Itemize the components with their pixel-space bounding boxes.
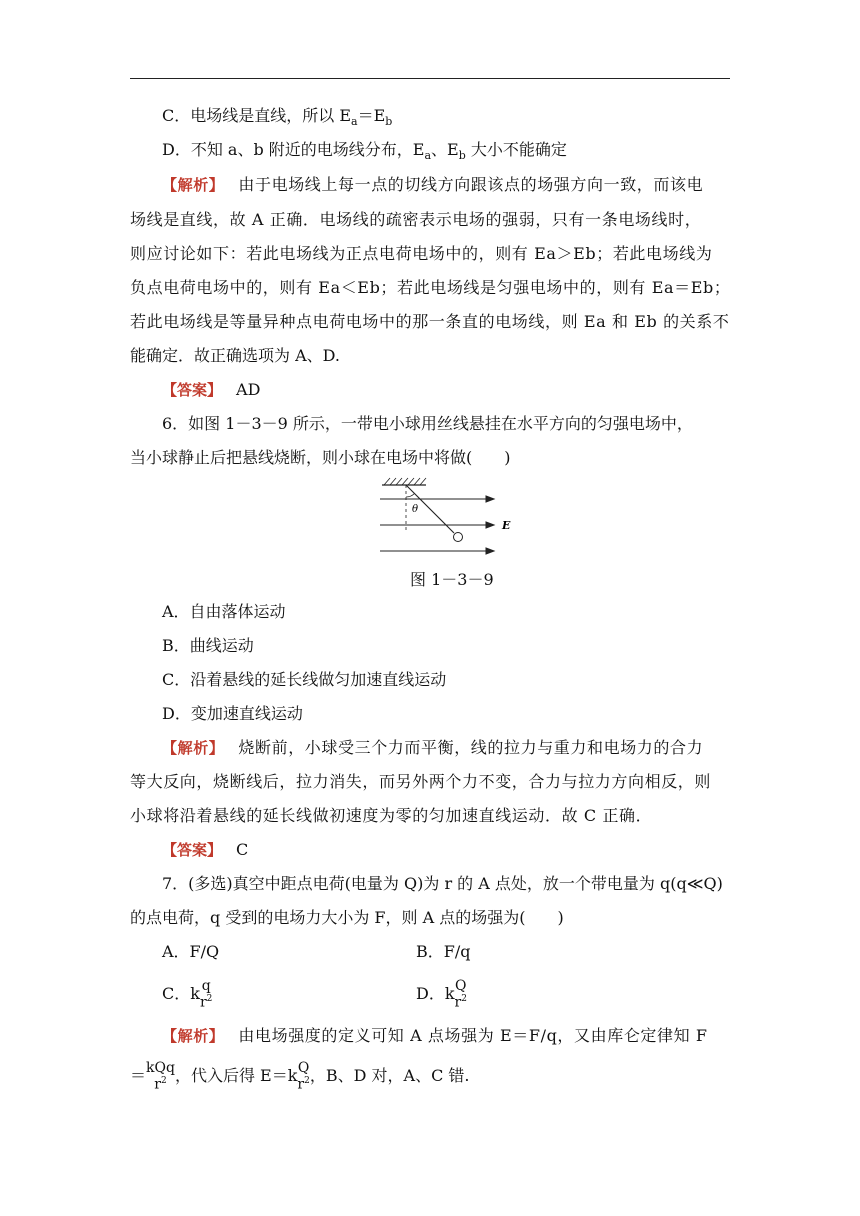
fraction-kQq-over-r2: kQq $r^2$ bbox=[146, 1059, 175, 1093]
q5-analysis-line-3: 则应讨论如下：若此电场线为正点电荷电场中的，则有 Ea＞Eb；若此电场线为 bbox=[130, 244, 713, 263]
analysis-tag: 【解析】 bbox=[162, 1027, 225, 1045]
fraction-q-over-r2: q $r^2$ bbox=[199, 977, 213, 1011]
answer-tag: 【答案】 bbox=[162, 381, 223, 399]
fraction-Q-over-r2-answer: Q $r^2$ bbox=[297, 1059, 310, 1093]
q5-analysis-line-5: 若此电场线是等量异种点电荷电场中的那一条直的电场线，则 Ea 和 Eb 的关系不 bbox=[130, 312, 730, 331]
q5-answer: 【答案】 AD bbox=[162, 380, 261, 399]
q5-option-d: D．不知 a、b 附近的电场线分布，$E_a$、$E_b$ 大小不能确定 bbox=[162, 140, 567, 162]
q6-option-b: B．曲线运动 bbox=[162, 636, 254, 655]
answer-tag: 【答案】 bbox=[162, 841, 223, 859]
analysis-tag: 【解析】 bbox=[162, 739, 225, 757]
q5-analysis-line-1: 【解析】 由于电场线上每一点的切线方向跟该点的场强方向一致，而该电 bbox=[162, 175, 704, 194]
q6-option-d: D．变加速直线运动 bbox=[162, 704, 303, 723]
q5-analysis-line-6: 能确定．故正确选项为 A、D. bbox=[130, 346, 340, 365]
q7-option-a: A．F/Q bbox=[162, 942, 220, 961]
q5-analysis-line-2: 场线是直线，故 A 正确．电场线的疏密表示电场的强弱，只有一条电场线时， bbox=[130, 210, 702, 229]
field-label: E bbox=[502, 519, 511, 532]
q7-option-c: C．k q $r^2$ bbox=[162, 977, 213, 1011]
figure-caption: 图 1－3－9 bbox=[410, 570, 494, 589]
pendulum-field-figure bbox=[378, 475, 513, 560]
fraction-Q-over-r2: Q $r^2$ bbox=[454, 977, 467, 1011]
q7-analysis-line-1: 【解析】 由电场强度的定义可知 A 点场强为 E＝F/q，又由库仑定律知 F bbox=[162, 1026, 708, 1045]
charged-ball bbox=[454, 533, 463, 542]
q6-analysis-line-3: 小球将沿着悬线的延长线做初速度为零的匀加速直线运动．故 C 正确． bbox=[130, 806, 653, 825]
analysis-tag: 【解析】 bbox=[162, 176, 225, 194]
angle-arc bbox=[406, 494, 415, 498]
q6-analysis-line-1: 【解析】 烧断前，小球受三个力而平衡，线的拉力与重力和电场力的合力 bbox=[162, 738, 704, 757]
q6-option-a: A．自由落体运动 bbox=[162, 602, 286, 621]
field-lines bbox=[380, 496, 494, 554]
q7-option-d: D．k Q $r^2$ bbox=[416, 977, 467, 1011]
q6-answer: 【答案】 C bbox=[162, 840, 249, 859]
q6-analysis-line-2: 等大反向，烧断线后，拉力消失，而另外两个力不变，合力与拉力方向相反，则 bbox=[130, 772, 712, 791]
q6-stem-line-2: 当小球静止后把悬线烧断，则小球在电场中将做( ) bbox=[130, 448, 511, 467]
q7-option-b: B．F/q bbox=[416, 942, 471, 961]
q6-option-c: C．沿着悬线的延长线做匀加速直线运动 bbox=[162, 670, 447, 689]
theta-label: θ bbox=[412, 504, 419, 515]
q5-analysis-line-4: 负点电荷电场中的，则有 Ea＜Eb；若此电场线是匀强电场中的，则有 Ea＝Eb； bbox=[130, 278, 731, 297]
q5-option-c: C．电场线是直线，所以 $E_a=E_b$ bbox=[162, 106, 393, 128]
ceiling-hatch bbox=[384, 478, 426, 485]
q7-stem-line-2: 的点电荷，q 受到的电场力大小为 F，则 A 点的场强为( ) bbox=[130, 908, 564, 927]
q6-stem-line-1: 6．如图 1－3－9 所示，一带电小球用丝线悬挂在水平方向的匀强电场中， bbox=[162, 414, 693, 433]
q7-stem-line-1: 7．(多选)真空中距点电荷(电量为 Q)为 r 的 A 点处，放一个带电量为 q(q≪Q) bbox=[162, 874, 723, 893]
q7-analysis-line-2: ＝ kQq $r^2$ ，代入后得 E＝k Q $r^2$ ，B、D 对，A、C 错. bbox=[130, 1059, 470, 1093]
header-rule bbox=[130, 78, 730, 79]
